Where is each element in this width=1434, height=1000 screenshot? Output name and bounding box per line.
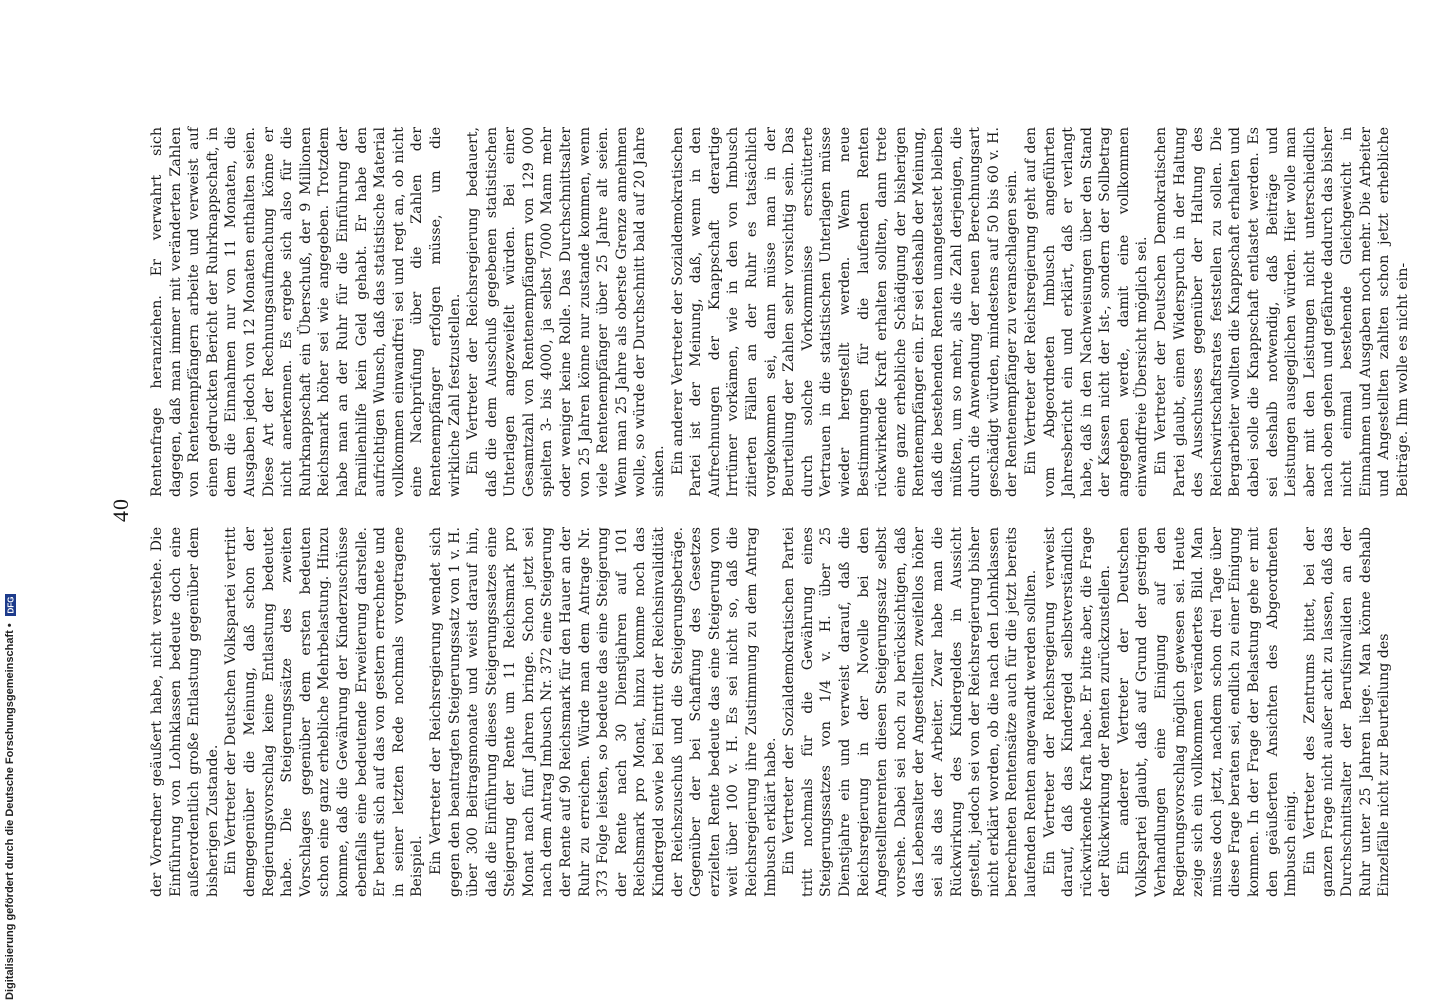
paragraph: Ein Vertreter der Reichsregierung geht auf den vom Abgeordneten Imbusch angeführten Jahresbericht ein und erklärt, daß er verlangt habe, daß in den Nachweisungen über den Stand der Kassen nicht der Ist-, sondern der Sollbetrag angegeben werde, damit eine vollkommen einwandfreie Übersicht möglich sei. — [1022, 127, 1151, 497]
paragraph: Ein Vertreter der Deutschen Demokratischen Partei glaubt, einen Widerspruch in der Haltung des Ausschusses gegenüber der Haltung des Reichswirtschaftsrates feststellen zu sollen. Die Bergarbeiter wollten die Knappschaft erhalten und dabei solle die Knappschaft entlastet werden. Es sei deshalb notwendig, daß Beiträge und Leistungen ausgeglichen würden. Hier wolle man aber mit den Leistungen nicht unterschiedlich nach oben gehen und gefährde dadurch das bisher nicht einmal bestehende Gleichgewicht in Einnahmen und Ausgaben noch mehr. Die Arbeiter und Angestellten zahlten schon jetzt erhebliche Beiträge. Ihm wolle es nicht ein- — [1153, 127, 1411, 497]
dfg-logo — [5, 594, 16, 616]
left-column — [148, 527, 1394, 897]
paragraph: Ein Vertreter des Zentrums bittet, bei der ganzen Frage nicht außer acht zu lassen, daß das Durchschnittsalter der Berufsinvaliden an der Ruhr unter 25 Jahren liege. Man könne deshalb Einzelfälle nicht zur Beurteilung des — [1301, 527, 1393, 897]
paragraph: Ein Vertreter der Sozialdemokratischen Partei tritt nochmals für die Gewährung eines Steigerungssatzes von 1/4 v. H. über 25 Dienstjahre ein und verweist darauf, daß die Reichsregierung in der Novelle bei den Angestelltenrenten diesen Steigerungssatz selbst vorsehe. Dabei sei noch zu berücksichtigen, daß das Lebensalter der Angestellten zweifellos höher sei als das der Arbeiter. Zwar habe man die Rückwirkung des Kindergeldes in Aussicht gestellt, jedoch sei von der Reichsregierung bisher nicht erklärt worden, ob die nach den Lohnklassen berechneten Rentensätze auch für die jetzt bereits laufenden Renten angewandt werden sollten. — [781, 527, 1039, 897]
digitization-footer — [4, 0, 24, 1000]
paragraph: Ein anderer Vertreter der Deutschen Volkspartei glaubt, daß auf Grund der gestrigen Verhandlungen eine Einigung auf den Regierungsvorschlag möglich gewesen sei. Heute zeige sich ein vollkommen verändertes Bild. Man müsse doch jetzt, nachdem schon drei Tage über diese Frage beraten sei, endlich zu einer Einigung kommen. In der Frage der Belastung gehe er mit den geäußerten Ansichten des Abgeordneten Imbusch einig. — [1115, 527, 1300, 897]
footer-text: Digitalisierung gefördert durch die Deutsche Forschungsgemeinschaft • — [4, 623, 16, 1000]
paragraph: Ein Vertreter der Reichsregierung wendet sich gegen den beantragten Steigerungssatz von 1 v. H. über 300 Beitragsmonate und weist darauf hin, daß die Einführung dieses Steigerungssatzes eine Steigerung der Rente um 11 Reichsmark pro Monat nach fünf Jahren bringe. Schon jetzt sei nach dem Antrag Imbusch Nr. 372 eine Steigerung der Rente auf 90 Reichsmark für den Hauer an der Ruhr zu erreichen. Würde man dem Antrage Nr. 373 Folge leisten, so bedeute das eine Steigerung der Rente nach 30 Dienstjahren auf 101 Reichsmark pro Monat, hinzu komme noch das Kindergeld sowie bei Eintritt der Reichsinvalidität der Reichszuschuß und die Steigerungsbeträge. Gegenüber der bei Schaffung des Gesetzes erzielten Rente bedeute das eine Steigerung von weit über 100 v. H. Es sei nicht so, daß die Reichsregierung ihre Zustimmung zu dem Antrag Imbusch erklärt habe. — [427, 527, 779, 897]
paragraph: Ein Vertreter der Deutschen Volkspartei vertritt demgegenüber die Meinung, daß schon der Regierungsvorschlag keine Entlastung bedeutet habe. Die Steigerungssätze des zweiten Vorschlages gegenüber dem ersten bedeuten schon eine ganz erhebliche Mehrbelastung. Hinzu komme, daß die Gewährung der Kinderzuschüsse ebenfalls eine bedeutende Erweiterung darstelle. Er beruft sich auf das von gestern errechnete und in seiner letzten Rede nochmals vorgetragene Beispiel. — [223, 527, 426, 897]
paragraph: Ein anderer Vertreter der Sozialdemokratischen Partei ist der Meinung, daß, wenn in den Aufrechnungen der Knappschaft derartige Irrtümer vorkämen, wie in den von Imbusch zitierten Fällen an der Ruhr es tatsächlich vorgekommen sei, dann müsse man in der Beurteilung der Zahlen sehr vorsichtig sein. Das durch solche Vorkommnisse erschütterte Vertrauen in die statistischen Unterlagen müsse wieder hergestellt werden. Wenn neue Bestimmungen für die laufenden Renten rückwirkende Kraft erhalten sollten, dann trete eine ganz erhebliche Schädigung der bisherigen Rentenempfänger ein. Er sei deshalb der Meinung, daß die bestehenden Renten unangetastet bleiben müßten, um so mehr, als die Zahl derjenigen, die durch die Anwendung der neuen Berechnungsart geschädigt würden, mindestens auf 50 bis 60 v. H. der Rentenempfänger zu veranschlagen sein. — [669, 127, 1021, 497]
paragraph: Ein Vertreter der Reichsregierung bedauert, daß die dem Ausschuß gegebenen statistischen Unterlagen angezweifelt würden. Bei einer Gesamtzahl von Rentenempfängern von 129 000 spielten 3- bis 4000, ja selbst 7000 Mann mehr oder weniger keine Rolle. Das Durchschnittsalter von 25 Jahren könne nur zustande kommen, wenn viele Rentenempfänger über 25 Jahre alt seien. Wenn man 25 Jahre als oberste Grenze annehmen wolle, so würde der Durchschnitt bald auf 20 Jahre sinken. — [465, 127, 668, 497]
paragraph: Ein Vertreter der Reichsregierung verweist darauf, daß das Kindergeld selbstverständlich rückwirkende Kraft habe. Er bitte aber, die Frage der Rückwirkung der Renten zurückzustellen. — [1041, 527, 1114, 897]
paragraph: der Vorredner geäußert habe, nicht verstehe. Die Einführung von Lohnklassen bedeute doch eine außerordentlich große Entlastung gegenüber dem bisherigen Zustande. — [149, 527, 221, 897]
right-column — [148, 127, 1412, 497]
document-page — [100, 115, 1411, 905]
page-number: 40 — [108, 498, 133, 522]
paragraph: Rentenfrage heranziehen. Er verwahrt sich dagegen, daß man immer mit veränderten Zahlen von Rentenempfängern arbeite und verweist auf einen gedruckten Bericht der Ruhrknappschaft, in dem die Einnahmen nur von 11 Monaten, die Ausgaben jedoch von 12 Monaten enthalten seien. Diese Art der Rechnungsaufmachung könne er nicht anerkennen. Es ergebe sich also für die Ruhrknappschaft ein Überschuß, der 9 Millionen Reichsmark höher sei wie angegeben. Trotzdem habe man an der Ruhr für die Einführung der Familienhilfe kein Geld gehabt. Er habe den aufrichtigen Wunsch, daß das statistische Material vollkommen einwandfrei sei und regt an, ob nicht eine Nachprüfung über die Zahlen der Rentenempfänger erfolgen müsse, um die wirkliche Zahl festzustellen. — [149, 127, 463, 497]
dfg-logo-text: DFG — [6, 596, 16, 614]
